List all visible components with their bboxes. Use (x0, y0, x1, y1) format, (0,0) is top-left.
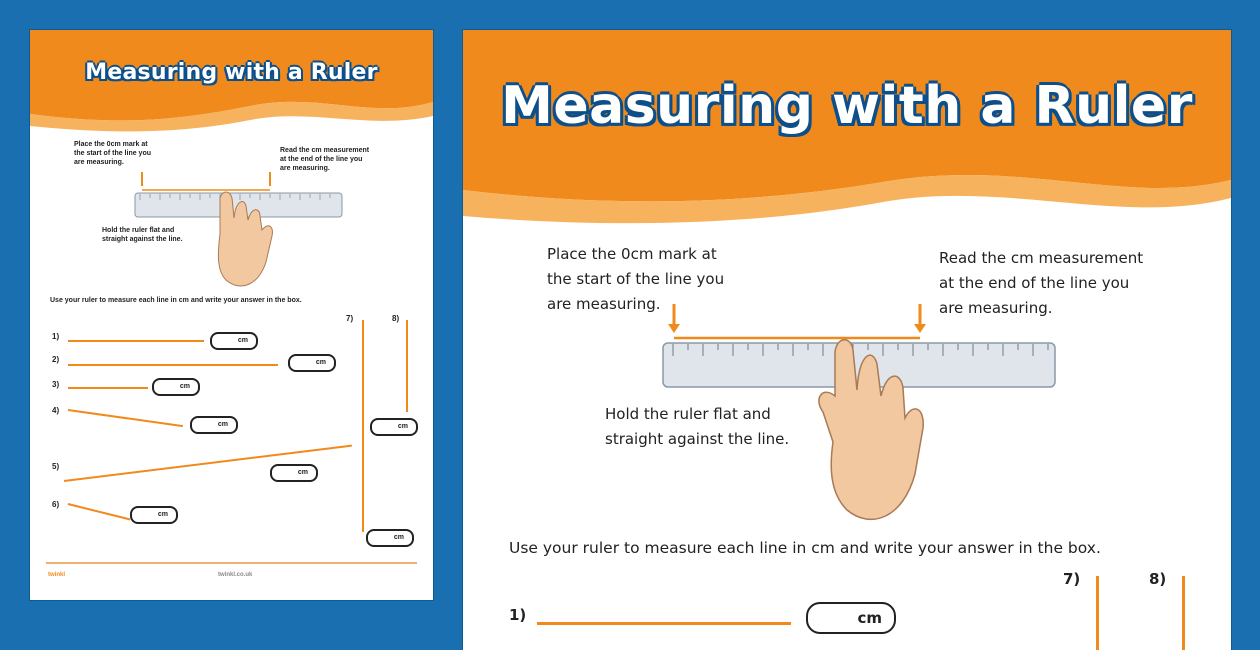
instruction-zero-mark-zoomed: Place the 0cm mark at the start of the line you are measuring. (547, 245, 725, 313)
question-number-2: 2) (52, 355, 60, 364)
measure-line-7-zoomed (1096, 576, 1099, 650)
question-number-1-zoomed: 1) (509, 606, 527, 624)
worksheet-title-zoomed: Measuring with a Ruler (501, 76, 1193, 136)
measure-line-3 (68, 387, 148, 389)
answer-box-6[interactable]: cm (130, 506, 178, 524)
instruction-zero-mark: Place the 0cm mark at the start of the line you are measuring. (74, 141, 152, 166)
worksheet-title: Measuring with a Ruler (85, 60, 378, 85)
measure-line-7 (362, 320, 364, 532)
footer-url: twinkl.co.uk (218, 572, 253, 578)
question-number-3: 3) (52, 380, 60, 389)
instruction-hold-ruler-zoomed: Hold the ruler flat and straight against the line. (605, 405, 790, 448)
measure-line-1 (68, 340, 204, 342)
question-number-6: 6) (52, 500, 60, 509)
worksheet-zoomed (463, 30, 1231, 650)
instruction-hold-ruler: Hold the ruler flat and straight against the line. (102, 227, 183, 243)
measure-line-8 (406, 320, 408, 412)
question-number-8: 8) (392, 314, 400, 323)
measure-line-8-zoomed (1182, 576, 1185, 650)
answer-box-3[interactable]: cm (152, 378, 200, 396)
footer-divider (46, 562, 417, 564)
measure-line-1-zoomed (537, 622, 791, 625)
instruction-read-measurement-zoomed: Read the cm measurement at the end of the line you are measuring. (939, 249, 1144, 317)
question-number-8-zoomed: 8) (1149, 570, 1167, 588)
question-number-7: 7) (346, 314, 354, 323)
task-instruction: Use your ruler to measure each line in cm and write your answer in the box. (50, 297, 302, 304)
task-instruction-zoomed: Use your ruler to measure each line in cm and write your answer in the box. (509, 539, 1101, 557)
answer-box-4[interactable]: cm (190, 416, 238, 434)
answer-box-5[interactable]: cm (270, 464, 318, 482)
answer-box-8[interactable]: cm (370, 418, 418, 436)
question-number-4: 4) (52, 406, 60, 415)
instruction-read-measurement: Read the cm measurement at the end of the line you are measuring. (280, 147, 370, 172)
question-number-1: 1) (52, 332, 60, 341)
question-number-7-zoomed: 7) (1063, 570, 1081, 588)
answer-box-1-zoomed[interactable]: cm (806, 602, 896, 634)
worksheet-thumbnail (30, 30, 433, 600)
footer-logo: twinkl (48, 572, 66, 578)
question-number-5: 5) (52, 462, 60, 471)
answer-box-7[interactable]: cm (366, 529, 414, 547)
answer-box-2[interactable]: cm (288, 354, 336, 372)
measure-line-2 (68, 364, 278, 366)
answer-box-1[interactable]: cm (210, 332, 258, 350)
ruler-illustration (30, 30, 433, 600)
